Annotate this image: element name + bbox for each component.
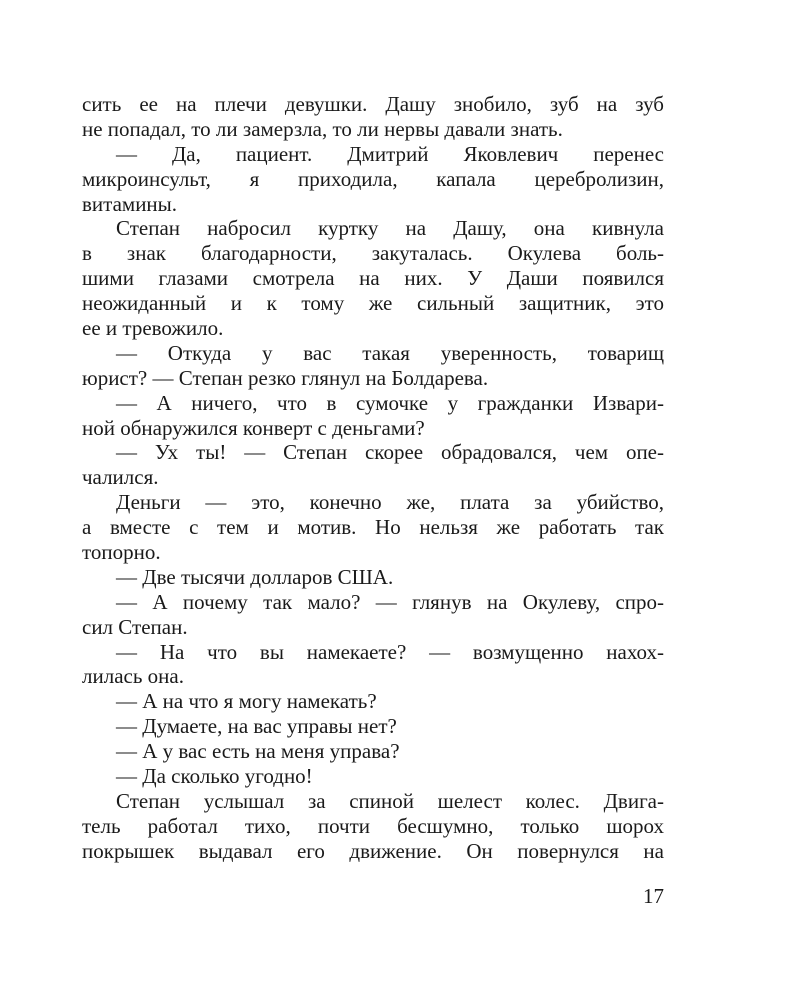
text-line: — А ничего, что в сумочке у гражданки Извари- <box>116 390 664 415</box>
text-line: — На что вы намекаете? — возмущенно нахох- <box>116 639 664 664</box>
text-line: ее и тревожило. <box>82 316 224 341</box>
text-line: микроинсульт, я приходила, капала церебролизин, <box>82 166 664 191</box>
page-number: 17 <box>643 884 664 908</box>
text-line: шими глазами смотрела на них. У Даши появился <box>82 266 664 291</box>
text-line: Деньги — это, конечно же, плата за убийство, <box>116 490 664 515</box>
text-line: неожиданный и к тому же сильный защитник, это <box>82 291 664 316</box>
text-line: — А почему так мало? — глянув на Окулеву, спро- <box>116 589 664 614</box>
text-line: покрышек выдавал его движение. Он повернулся на <box>82 838 664 863</box>
text-line: в знак благодарности, закуталась. Окулева боль- <box>82 241 664 266</box>
text-line: — Да, пациент. Дмитрий Яковлевич перенес <box>116 141 664 166</box>
body-text <box>82 92 664 864</box>
text-line: не попадал, то ли замерзла, то ли нервы давали знать. <box>82 116 563 141</box>
text-line: тель работал тихо, почти бесшумно, только шорох <box>82 813 664 838</box>
text-line: сить ее на плечи девушки. Дашу знобило, зуб на зуб <box>82 92 664 116</box>
text-line: Степан услышал за спиной шелест колес. Двига- <box>116 788 664 813</box>
text-line: — Две тысячи долларов США. <box>116 564 394 589</box>
text-line: — Ух ты! — Степан скорее обрадовался, чем опе- <box>116 440 664 465</box>
text-line: — Да сколько угодно! <box>116 764 313 789</box>
text-line: топорно. <box>82 540 161 565</box>
text-line: сил Степан. <box>82 614 188 639</box>
text-line: — А на что я могу намекать? <box>116 689 377 714</box>
text-line: — А у вас есть на меня управа? <box>116 739 400 764</box>
text-line: Степан набросил куртку на Дашу, она кивнула <box>116 216 664 241</box>
text-line: чалился. <box>82 465 159 490</box>
text-line: лилась она. <box>82 664 184 689</box>
text-line: — Думаете, на вас управы нет? <box>116 714 397 739</box>
text-line: а вместе с тем и мотив. Но нельзя же работать так <box>82 515 664 540</box>
text-line: юрист? — Степан резко глянул на Болдарева. <box>82 365 489 390</box>
text-line: витамины. <box>82 191 178 216</box>
text-line: ной обнаружился конверт с деньгами? <box>82 415 425 440</box>
text-line: — Откуда у вас такая уверенность, товарищ <box>116 340 664 365</box>
